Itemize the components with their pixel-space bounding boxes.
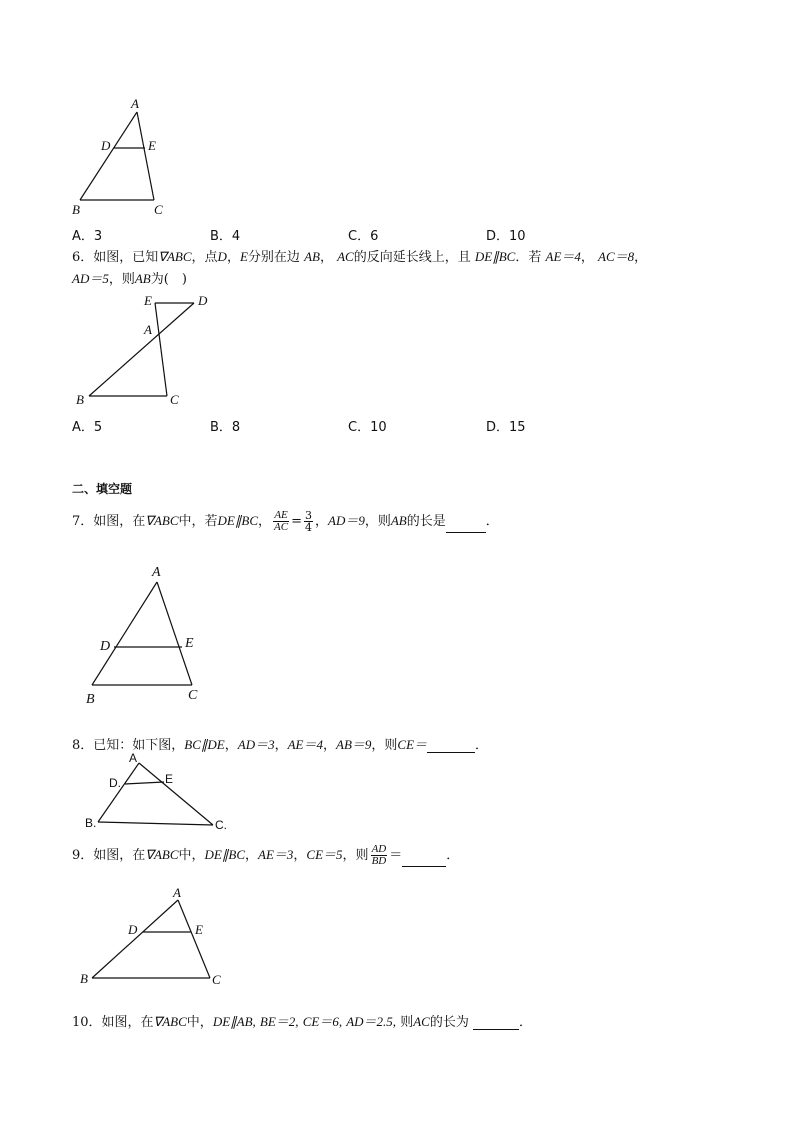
q7-question: 7．如图，在∇ABC中，若DE∥BC， $\frac{AE}{AC}$ = $\frac{3}{4}$ ，AD＝9，则AB的长是 ． [72, 509, 499, 534]
q9-label-d: D [128, 922, 138, 937]
q5-label-a: A [131, 96, 139, 111]
q6-label-d: D [198, 293, 208, 308]
q9-side-ab [92, 900, 178, 978]
q6-label-a: A [144, 322, 152, 337]
q6-option-b[interactable]: B．8 [210, 420, 241, 435]
q8-label-e: E [165, 772, 174, 786]
q7-label-d: D [100, 639, 111, 654]
q9-label-a: A [173, 885, 181, 900]
q5-side-ac [137, 112, 154, 200]
q9-figure [92, 900, 210, 978]
q5-figure [80, 112, 154, 200]
q7-label-e: E [185, 636, 194, 651]
q6-question-line2: AD＝5，则AB为( ) [72, 271, 187, 287]
q5-label-b: B [72, 202, 80, 217]
q6-figure [89, 303, 194, 396]
q6-option-a[interactable]: A．5 [72, 420, 103, 435]
section-title-fill-in: 二、填空题 [72, 482, 133, 496]
q8-label-a: A [129, 751, 138, 765]
q6-label-b: B [76, 392, 84, 407]
q9-label-e: E [195, 922, 203, 937]
q10-answer-blank[interactable] [473, 1017, 519, 1030]
q5-label-e: E [148, 138, 156, 153]
q7-label-a: A [152, 565, 161, 580]
q6-option-d[interactable]: D．15 [486, 420, 526, 435]
q10-question: 10．如图，在∇ABC中，DE∥AB, BE＝2, CE＝6, AD＝2.5, 则AC的长为 ． [72, 1014, 533, 1030]
q6-option-c[interactable]: C．10 [348, 420, 387, 435]
q7-label-c: C [188, 688, 198, 703]
q6-question-line1: 6．如图，已知∇ABC，点D，E分别在边 AB， AC的反向延长线上，且 DE∥BC．若 AE＝4， AC＝8， [72, 249, 648, 265]
q6-segment-bd [89, 303, 194, 396]
q8-side-ac [139, 763, 213, 825]
q5-option-b[interactable]: B．4 [210, 229, 241, 244]
q5-option-c[interactable]: C．6 [348, 229, 379, 244]
q8-label-d: D. [109, 776, 121, 790]
q9-question: 9．如图，在∇ABC中，DE∥BC，AE＝3，CE＝5，则 $\frac{AD}{BD}$ ＝ ． [72, 843, 460, 867]
q8-segment-de [125, 782, 164, 784]
q7-fraction-value: $\frac{3}{4}$ [304, 509, 312, 534]
q5-option-a[interactable]: A．3 [72, 229, 103, 244]
q9-side-ac [178, 900, 210, 978]
q9-label-c: C [212, 972, 221, 987]
q7-figure [92, 582, 192, 685]
q7-fraction-ae-ac: $\frac{AE}{AC}$ [274, 509, 289, 533]
q8-label-c: C. [215, 818, 227, 832]
q6-segment-ec [155, 303, 167, 396]
q7-side-ab [92, 582, 157, 685]
q5-side-ab [80, 112, 137, 200]
q7-side-ac [157, 582, 192, 685]
q8-figure [98, 763, 213, 825]
q5-label-c: C [154, 202, 163, 217]
q7-answer-blank[interactable] [446, 520, 486, 533]
q5-option-d[interactable]: D．10 [486, 229, 526, 244]
q8-side-bc [98, 822, 213, 825]
q9-label-b: B [80, 971, 88, 986]
q8-answer-blank[interactable] [427, 740, 475, 753]
q7-label-b: B [86, 692, 95, 707]
q6-label-c: C [170, 392, 179, 407]
q6-label-e: E [144, 293, 152, 308]
q9-fraction-ad-bd: $\frac{AD}{BD}$ [371, 843, 387, 867]
q9-answer-blank[interactable] [402, 854, 446, 867]
q5-label-d: D [101, 138, 111, 153]
q8-label-b: B. [85, 816, 97, 830]
q8-side-ab [98, 763, 139, 822]
q8-question: 8．已知：如下图，BC∥DE，AD＝3，AE＝4，AB＝9，则CE＝ ． [72, 737, 489, 753]
